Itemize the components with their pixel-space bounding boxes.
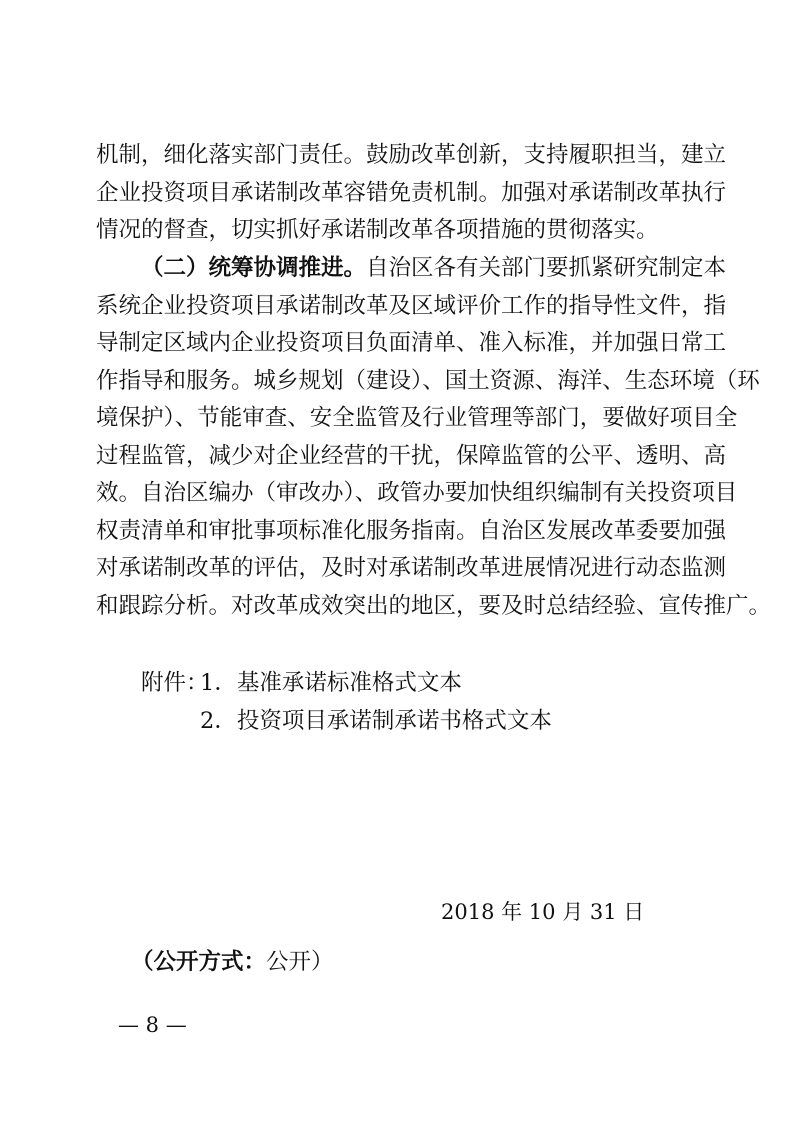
paragraph2-line-5: 境保护）、节能审查、安全监管及行业管理等部门，要做好项目全: [96, 405, 738, 431]
paragraph1-line-3: 情况的督查，切实抓好承诺制改革各项措施的贯彻落实。: [96, 217, 659, 243]
section-heading: （二）统筹协调推进。: [141, 255, 367, 281]
paragraph2-line-4: 作指导和服务。城乡规划（建设）、国土资源、海洋、生态环境（环: [96, 368, 760, 394]
paragraph2-line-8: 权责清单和审批事项标准化服务指南。自治区发展改革委要加强: [96, 518, 727, 544]
page-number: — 8 —: [118, 1013, 187, 1037]
publication-value: 公开）: [266, 949, 334, 975]
paragraph1-line-2: 企业投资项目承诺制改革容错免责机制。加强对承诺制改革执行: [96, 180, 727, 206]
paragraph2-line-9: 对承诺制改革的评估，及时对承诺制改革进展情况进行动态监测: [96, 555, 727, 581]
paragraph2-line-10: 和跟踪分析。对改革成效突出的地区，要及时总结经验、宣传推广。: [96, 593, 772, 619]
attachments-label: 附件：: [141, 670, 209, 696]
document-date: 2018 年 10 月 31 日: [441, 900, 645, 924]
paragraph2-first-line-text: 自治区各有关部门要抓紧研究制定本: [366, 255, 727, 281]
attachment-item: 1．基准承诺标准格式文本: [200, 670, 462, 696]
paragraph1-line-1: 机制，细化落实部门责任。鼓励改革创新，支持履职担当，建立: [96, 142, 727, 168]
paragraph2-line-7: 效。自治区编办（审改办）、政管办要加快组织编制有关投资项目: [96, 480, 738, 506]
attachment-item: 2．投资项目承诺制承诺书格式文本: [200, 708, 552, 734]
publication-mode: [131, 944, 334, 980]
paragraph2-line-3: 导制定区域内企业投资项目负面清单、准入标准，并加强日常工: [96, 330, 727, 356]
paragraph2-line-2: 系统企业投资项目承诺制改革及区域评价工作的指导性文件，指: [96, 293, 727, 319]
paragraph2-line-1: [141, 250, 727, 286]
publication-label: （公开方式：: [131, 949, 267, 975]
paragraph2-line-6: 过程监管，减少对企业经营的干扰，保障监管的公平、透明、高: [96, 443, 727, 469]
